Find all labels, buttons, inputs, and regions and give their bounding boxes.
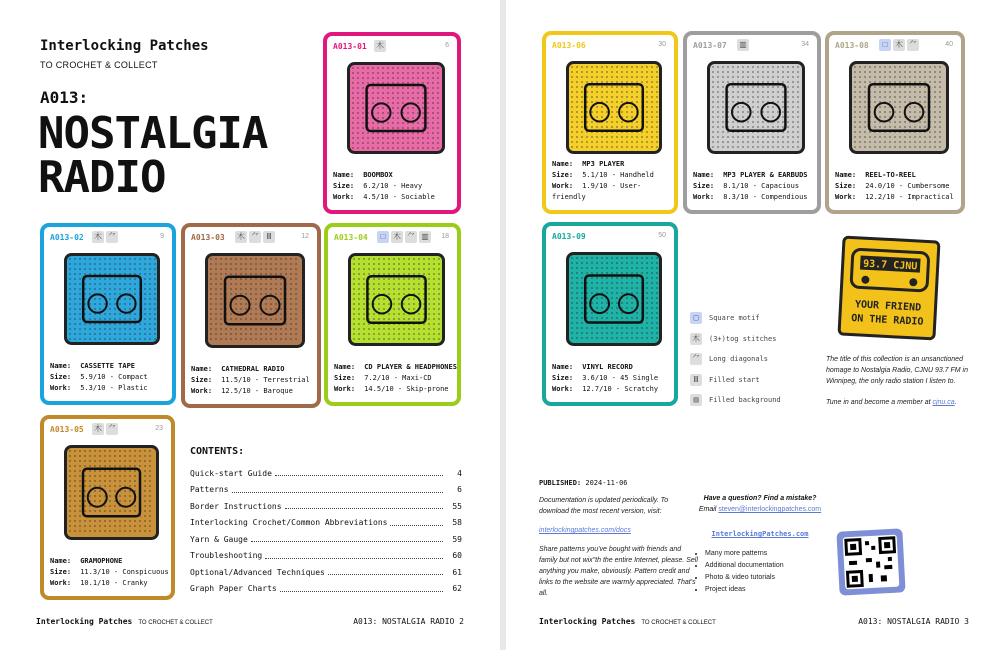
contents-item-label: Optional/Advanced Techniques (190, 567, 325, 577)
help-list-item: • Photo & video tutorials (705, 572, 825, 584)
card-code: A013-04 (334, 233, 368, 242)
footer-brand-sub: TO CROCHET & COLLECT (641, 620, 716, 626)
brand-title: Interlocking Patches (40, 38, 209, 54)
name-label: Name: (552, 363, 574, 371)
help-list-item: • Additional documentation (705, 560, 825, 572)
contents-item-page: 6 (457, 485, 462, 495)
pattern-size: 11.3/10 - Conspicuous (80, 568, 169, 576)
card-info (50, 556, 169, 589)
pattern-card[interactable] (683, 31, 821, 214)
technique-icon: ⺈ (251, 232, 259, 241)
pattern-card[interactable] (542, 31, 678, 214)
size-label: Size: (552, 374, 574, 382)
pattern-card[interactable] (40, 223, 176, 405)
contents-item-label: Patterns (190, 485, 229, 495)
card-technique-icons (879, 39, 919, 51)
collection-code: A013: (40, 88, 89, 107)
dot-leader (390, 520, 443, 526)
name-label: Name: (50, 557, 72, 565)
footer-brand-name: Interlocking Patches (36, 617, 133, 626)
card-page-number: 6 (445, 42, 449, 49)
card-page-number: 50 (658, 232, 666, 239)
help-section (695, 493, 825, 596)
patch-illustration-icon (707, 61, 805, 154)
pattern-card[interactable] (181, 223, 321, 408)
pattern-name: BOOMBOX (363, 171, 393, 179)
card-page-number: 23 (155, 425, 163, 432)
published-note: Documentation is updated periodically. To download the most recent version, visit: (539, 497, 669, 515)
dot-leader (232, 487, 443, 493)
card-page-number: 34 (801, 41, 809, 48)
sign-slogan-2: ON THE RADIO (850, 313, 924, 328)
patch-illustration-icon (566, 61, 662, 154)
contents-item-page: 62 (452, 584, 462, 594)
pattern-name: MP3 PLAYER & EARBUDS (723, 171, 808, 179)
dot-leader (285, 503, 443, 509)
contents-item-page: 55 (452, 501, 462, 511)
work-label: Work: (552, 385, 574, 393)
sharing-note: Share patterns you've bought with friends and family but not wix"th the entire Internet, please. Sell anything you make, obviously. Pattern credit and links to the website are warmly appreciated. That's all. (539, 546, 698, 597)
cjnu-link[interactable]: cjnu.ca (932, 399, 955, 406)
contents-item-page: 58 (452, 518, 462, 528)
patch-illustration-icon (348, 253, 445, 346)
card-technique-icons (235, 231, 275, 243)
card-info (693, 170, 808, 203)
contents-item-page: 60 (452, 551, 462, 561)
work-label: Work: (333, 193, 355, 201)
size-label: Size: (191, 376, 213, 384)
pattern-card[interactable] (324, 223, 461, 406)
title-line-2: RADIO (38, 152, 166, 203)
card-code: A013-01 (333, 42, 367, 51)
technique-icon: ⽊ (237, 232, 245, 241)
help-list-item: • Many more patterns (705, 548, 825, 560)
contents (190, 446, 462, 597)
pattern-work: 8.3/10 - Compendious (723, 193, 808, 201)
card-code: A013-03 (191, 233, 225, 242)
pattern-card[interactable] (40, 415, 175, 600)
legend-icon: ▥ (690, 394, 702, 406)
contents-item-label: Interlocking Crochet/Common Abbreviations (190, 518, 388, 528)
patch-illustration-icon (347, 62, 445, 154)
legend-item (690, 308, 781, 329)
pattern-work: 12.2/10 - Impractical (865, 193, 954, 201)
contents-item-label: Border Instructions (190, 501, 282, 511)
help-question: Have a question? Find a mistake? (703, 495, 817, 502)
pattern-work: 12.7/10 - Scratchy (582, 385, 659, 393)
technique-icon: ⽊ (376, 41, 384, 50)
size-label: Size: (50, 568, 72, 576)
technique-icon: Ⅲ (263, 231, 275, 243)
technique-icon: □ (377, 231, 389, 243)
contents-item[interactable] (190, 515, 462, 532)
work-label: Work: (50, 384, 72, 392)
website-link[interactable]: InterlockingPatches.com (711, 530, 809, 538)
pattern-work: 4.5/10 - Sociable (363, 193, 435, 201)
work-label: Work: (552, 182, 574, 190)
published-date: 2024-11-06 (585, 479, 628, 487)
pattern-size: 7.2/10 - Maxi-CD (364, 374, 432, 382)
name-label: Name: (50, 362, 72, 370)
patch-illustration-icon (205, 253, 305, 348)
pattern-name: CD PLAYER & HEADPHONES (364, 363, 457, 371)
footer-brand (539, 617, 716, 626)
blurb-membership: Tune in and become a member at cjnu.ca. (826, 399, 957, 406)
size-label: Size: (50, 373, 72, 381)
legend-label: (3+)tog stitches (709, 334, 777, 343)
legend-item (690, 390, 781, 411)
name-label: Name: (552, 160, 574, 168)
technique-icon: ⽊ (393, 232, 401, 241)
technique-icon: ⽊ (895, 40, 903, 49)
contents-item[interactable] (190, 465, 462, 482)
pattern-name: MP3 PLAYER (582, 160, 625, 168)
collection-blurb (826, 354, 972, 418)
work-label: Work: (693, 193, 715, 201)
name-label: Name: (333, 171, 355, 179)
size-label: Size: (552, 171, 574, 179)
pattern-name: CASSETTE TAPE (80, 362, 136, 370)
patch-illustration-icon (64, 253, 160, 345)
contents-item-page: 59 (452, 534, 462, 544)
card-info (333, 170, 435, 203)
footer-brand (36, 617, 213, 626)
card-code: A013-06 (552, 41, 586, 50)
footer-page-label: A013: NOSTALGIA RADIO 2 (353, 617, 464, 626)
card-info (334, 362, 457, 395)
stitch-legend (690, 308, 781, 411)
email-link[interactable]: steven@interlockingpatches.com (718, 506, 822, 513)
pattern-name: CATHEDRAL RADIO (221, 365, 285, 373)
legend-item (690, 329, 781, 350)
collection-title (38, 108, 268, 203)
card-code: A013-02 (50, 233, 84, 242)
legend-item (690, 349, 781, 370)
contents-item[interactable] (190, 498, 462, 515)
radio-sign-patch (837, 236, 940, 341)
contents-item-label: Yarn & Gauge (190, 534, 248, 544)
pattern-size: 24.0/10 - Cumbersome (865, 182, 950, 190)
published-section (539, 478, 699, 607)
technique-icon: ▥ (737, 39, 749, 51)
technique-icon: ⺈ (909, 40, 917, 49)
technique-icon: ▥ (419, 231, 431, 243)
card-info (552, 159, 674, 203)
size-label: Size: (334, 374, 356, 382)
dot-leader (265, 553, 443, 559)
contents-item[interactable] (190, 548, 462, 565)
card-technique-icons (92, 231, 118, 243)
technique-icon: ⺈ (108, 232, 116, 241)
card-technique-icons (377, 231, 431, 243)
contents-item-label: Quick-start Guide (190, 468, 272, 478)
technique-icon: ⽊ (94, 424, 102, 433)
contents-item-label: Graph Paper Charts (190, 584, 277, 594)
brand-subtitle: TO CROCHET & COLLECT (40, 60, 158, 70)
patch-illustration-icon (566, 252, 662, 346)
card-page-number: 18 (441, 233, 449, 240)
work-label: Work: (334, 385, 356, 393)
contents-item[interactable] (190, 531, 462, 548)
pattern-work: 12.5/10 - Baroque (221, 387, 293, 395)
name-label: Name: (693, 171, 715, 179)
pattern-work: 14.5/10 - Skip-prone (364, 385, 449, 393)
sign-slogan-1: YOUR FRIEND (854, 299, 922, 314)
technique-icon: ⺈ (108, 424, 116, 433)
radio-sign-icon (841, 239, 938, 338)
size-label: Size: (333, 182, 355, 190)
contents-item-page: 4 (457, 468, 462, 478)
docs-link[interactable]: interlockingpatches.com/docs (539, 527, 631, 534)
card-technique-icons (737, 39, 749, 51)
contents-item-label: Troubleshooting (190, 551, 263, 561)
sign-frequency: 93.7 CJNU (862, 258, 918, 273)
pattern-work: 1.9/10 - User-friendly (552, 182, 642, 201)
legend-label: Filled start (709, 375, 760, 384)
pattern-size: 6.2/10 - Heavy (363, 182, 423, 190)
qr-code-icon (843, 535, 900, 590)
contents-list (190, 465, 462, 597)
card-code: A013-07 (693, 41, 727, 50)
website-features (695, 548, 825, 596)
contents-item[interactable] (190, 581, 462, 598)
pattern-work: 5.3/10 - Plastic (80, 384, 148, 392)
card-page-number: 40 (945, 41, 953, 48)
card-code: A013-08 (835, 41, 869, 50)
pattern-size: 11.5/10 - Terrestrial (221, 376, 310, 384)
card-page-number: 12 (301, 233, 309, 240)
work-label: Work: (191, 387, 213, 395)
pattern-size: 5.1/10 - Handheld (582, 171, 654, 179)
legend-label: Filled background (709, 396, 781, 405)
pattern-size: 3.6/10 - 45 Single (582, 374, 659, 382)
card-info (552, 362, 658, 395)
pattern-name: VINYL RECORD (582, 363, 633, 371)
work-label: Work: (835, 193, 857, 201)
work-label: Work: (50, 579, 72, 587)
legend-icon: ⺈ (692, 354, 700, 364)
name-label: Name: (191, 365, 213, 373)
patch-illustration-icon (64, 445, 159, 540)
contents-item[interactable] (190, 482, 462, 499)
size-label: Size: (693, 182, 715, 190)
card-code: A013-09 (552, 232, 586, 241)
card-info (835, 170, 954, 203)
pattern-size: 8.1/10 - Capacious (723, 182, 800, 190)
card-info (191, 364, 310, 397)
card-page-number: 30 (658, 41, 666, 48)
card-technique-icons (374, 40, 386, 52)
legend-label: Long diagonals (709, 355, 769, 364)
footer-brand-name: Interlocking Patches (539, 617, 636, 626)
legend-icon: Ⅲ (690, 374, 702, 386)
dot-leader (328, 569, 443, 575)
contents-item[interactable] (190, 564, 462, 581)
technique-icon: □ (879, 39, 891, 51)
technique-icon: ⺈ (407, 232, 415, 241)
title-line-1: NOSTALGIA (38, 108, 268, 159)
name-label: Name: (334, 363, 356, 371)
pattern-card[interactable] (542, 222, 678, 406)
published-heading: PUBLISHED: 2024-11-06 (539, 479, 628, 487)
pattern-card[interactable] (323, 32, 461, 214)
help-list-item: • Project ideas (705, 584, 825, 596)
blurb-text: The title of this collection is an unsanctioned homage to Nostalgia Radio, CJNU 93.7 FM in Winnipeg, the only radio station I listen to. (826, 356, 969, 385)
footer-brand-sub: TO CROCHET & COLLECT (138, 620, 213, 626)
legend-icon: □ (690, 312, 702, 324)
size-label: Size: (835, 182, 857, 190)
technique-icon: ⽊ (94, 232, 102, 241)
legend-label: Square motif (709, 314, 760, 323)
patch-illustration-icon (849, 61, 949, 154)
card-technique-icons (92, 423, 118, 435)
contents-item-page: 61 (452, 567, 462, 577)
pattern-card[interactable] (825, 31, 965, 214)
card-page-number: 9 (160, 233, 164, 240)
help-email: Email steven@interlockingpatches.com (698, 506, 822, 513)
contents-heading: CONTENTS: (190, 446, 245, 457)
name-label: Name: (835, 171, 857, 179)
legend-icon: ⽊ (692, 333, 700, 343)
dot-leader (275, 470, 443, 476)
pattern-name: REEL-TO-REEL (865, 171, 916, 179)
pattern-name: GRAMOPHONE (80, 557, 123, 565)
legend-item (690, 370, 781, 391)
footer-page-label: A013: NOSTALGIA RADIO 3 (858, 617, 969, 626)
dot-leader (251, 536, 443, 542)
qr-code-patch (836, 528, 905, 595)
card-code: A013-05 (50, 425, 84, 434)
pattern-work: 10.1/10 - Cranky (80, 579, 148, 587)
card-info (50, 361, 148, 394)
dot-leader (280, 586, 443, 592)
pattern-size: 5.9/10 - Compact (80, 373, 148, 381)
